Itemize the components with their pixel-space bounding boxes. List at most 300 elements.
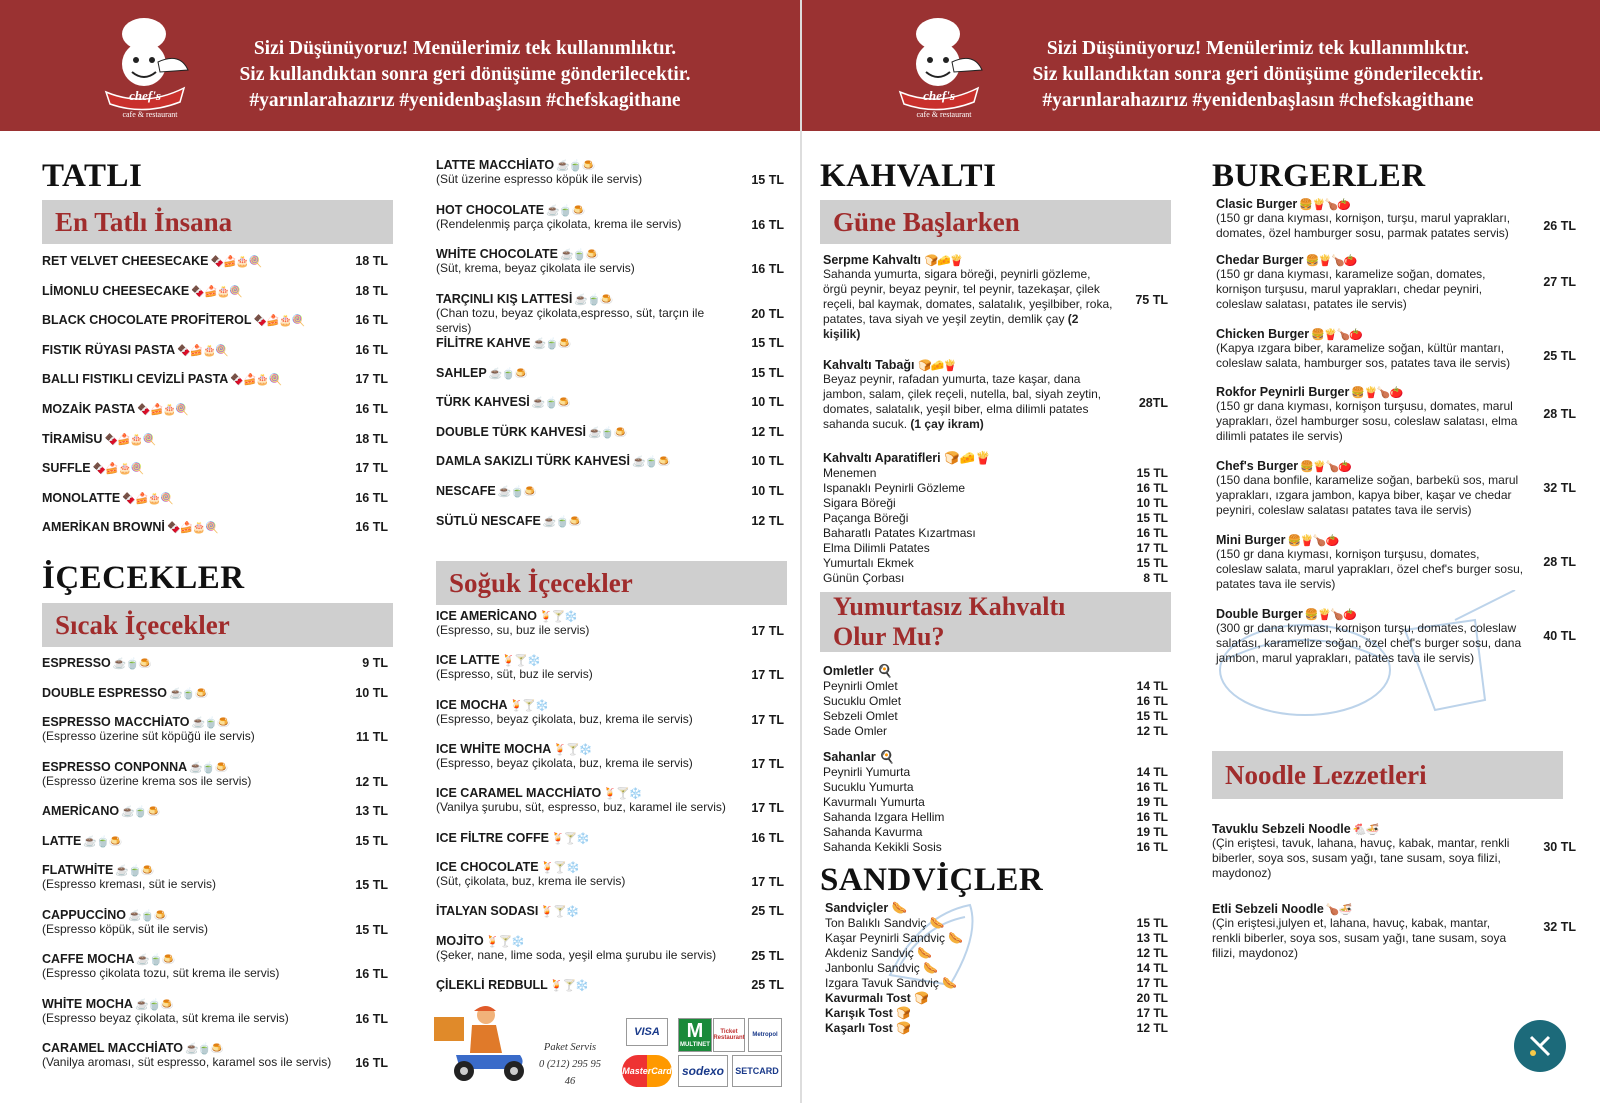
item-name-text: LATTE (42, 833, 82, 848)
item-price: 11 TL (356, 730, 388, 745)
food-icons: 🐔🍜 (1350, 824, 1379, 836)
row-name: Sucuklu Yumurta (823, 780, 914, 794)
slogan-line-2: Siz kullandıktan sonra geri dönüşüme gönderilecektir. (239, 64, 691, 85)
item-price: 15 TL (751, 365, 784, 380)
row-name: Ispanaklı Peynirli Gözleme (823, 481, 966, 495)
row-price: 16 TL (1136, 840, 1168, 854)
slogan (195, 36, 735, 114)
item-name (42, 715, 388, 729)
item-name (42, 491, 388, 505)
menu-item (436, 904, 784, 918)
menu-row (825, 991, 1168, 1006)
row-name: Günün Çorbası (823, 571, 905, 585)
row-price: 16 TL (1136, 694, 1168, 708)
menu-item (1216, 385, 1576, 444)
item-name (436, 366, 784, 380)
menu-item (1216, 197, 1576, 241)
item-name (823, 253, 1168, 267)
item-desc-text: Sahanda yumurta, sigara böreği, peynirli gözleme, örgü peynir, beyaz peynir, tel peynir, tazekaşar, çilek reçeli, bal kaymak, domates, salatalık, yeşilbiber, roka, patates, tava siyah ve yeşil zeytin, demlik çay (823, 267, 1113, 326)
item-price: 16 TL (751, 830, 784, 845)
item-name (436, 786, 784, 800)
menu-item (1216, 253, 1576, 312)
item-name-text: AMERİCANO (42, 804, 120, 819)
item-name-text: SAHLEP (436, 365, 487, 380)
sub-heading-text: Sandviçler (825, 901, 889, 915)
item-name-text: DOUBLE TÜRK KAHVESİ (436, 424, 587, 439)
row-price: 15 TL (1136, 916, 1168, 930)
row-price: 17 TL (1136, 1006, 1168, 1020)
row-name: Sahanda Izgara Hellim (823, 810, 945, 824)
item-name (436, 484, 784, 498)
menu-row (823, 795, 1168, 810)
item-price: 40 TL (1543, 629, 1576, 643)
tatli-list (42, 254, 388, 544)
row-price: 14 TL (1136, 679, 1168, 693)
item-name-text: CAFFE MOCHA (42, 952, 135, 967)
food-icons: ☕🍵🍮 (529, 397, 570, 410)
menu-item (436, 978, 784, 992)
hotdog-icon: 🌭 (891, 901, 908, 915)
item-name-text: Chef's Burger (1216, 459, 1299, 473)
toast-icon: 🍞 (910, 991, 930, 1005)
item-name (436, 292, 784, 306)
row-price: 10 TL (1136, 496, 1168, 510)
menu-item (42, 520, 388, 534)
item-name (436, 653, 784, 667)
item-name-text: ICE LATTE (436, 653, 500, 668)
menu-row (825, 931, 1168, 946)
sub-heading (823, 451, 1168, 466)
tatli-title: TATLI (42, 158, 143, 194)
toast-icon: 🍞 (892, 1021, 912, 1035)
menu-item (436, 292, 784, 336)
item-desc: (Espresso üzerine süt köpüğü ile servis) (42, 729, 255, 744)
row-name: Sigara Böreği (823, 496, 896, 510)
item-name-text: TARÇINLI KIŞ LATTESİ (436, 291, 573, 306)
item-name (42, 760, 388, 774)
item-price: 17 TL (751, 875, 784, 890)
item-name-text: SUFFLE (42, 461, 91, 476)
row-price: 14 TL (1136, 961, 1168, 975)
item-desc: (150 gr dana kıyması, karamelize soğan, domates, kornişon turşusu, marul yaprakları, chedar peyniri, coleslaw salatası, patates ile servis) (1216, 267, 1486, 311)
menu-row (823, 511, 1168, 526)
row-price: 12 TL (1136, 1021, 1168, 1035)
item-name-text: HOT CHOCOLATE (436, 202, 545, 217)
food-icons: 🍫🍰🎂🍭 (208, 256, 262, 268)
item-desc: (Espresso, su, buz ile servis) (436, 623, 590, 637)
sicak-list-2 (436, 158, 784, 553)
menu-row (823, 571, 1168, 586)
item-name (436, 336, 784, 350)
item-price: 15 TL (751, 336, 784, 350)
row-name: Yumurtalı Ekmek (823, 556, 914, 570)
item-price: 16 TL (355, 313, 388, 328)
item-name-text: MOZAİK PASTA (42, 402, 136, 416)
row-price: 14 TL (1136, 765, 1168, 779)
item-price: 15 TL (751, 173, 784, 187)
item-price: 28 TL (1543, 407, 1576, 421)
item-desc: (Çin eriştesi,julyen et, lahana, havuç, kabak, mantar, renkli biberler, soya sos, susam yağı, tane susam, soya filizi, maydonoz) (1212, 916, 1507, 960)
item-name (436, 203, 784, 217)
item-desc: (Süt üzerine espresso köpük ile servis) (436, 172, 643, 186)
item-price: 18 TL (355, 283, 388, 298)
row-name: Paçanga Böreği (823, 511, 909, 525)
menu-item (42, 343, 388, 357)
item-price: 17 TL (751, 801, 784, 816)
menu-row (823, 481, 1168, 496)
row-price: 15 TL (1136, 556, 1168, 570)
food-icons: ☕🍵🍮 (119, 806, 160, 819)
menu-item (42, 952, 388, 981)
food-icons: ☕🍵🍮 (629, 456, 671, 469)
sicak-list (42, 656, 388, 1086)
sicak-subtitle: Sıcak İçecekler (42, 603, 393, 647)
item-desc: (150 gr dana kıyması, kornişon turşusu, domates, marul yaprakları, özel hamburger sosu, coleslaw salatası, elma dilimli patates ile servis) (1216, 399, 1518, 443)
row-name: Izgara Tavuk Sandviç (825, 976, 939, 990)
item-name (42, 863, 388, 877)
item-price: 25 TL (751, 949, 784, 963)
row-name: Sahanda Kavurma (823, 825, 923, 839)
item-name-text: Rokfor Peynirli Burger (1216, 385, 1350, 399)
item-name-text: ICE AMERİCANO (436, 609, 537, 623)
icecekler-title: İÇECEKLER (42, 560, 245, 596)
item-price: 16 TL (355, 967, 388, 982)
item-price: 28 TL (1543, 555, 1576, 569)
food-icons: ☕🍵🍮 (134, 954, 175, 967)
menu-item (1212, 822, 1576, 881)
item-name (1212, 822, 1576, 836)
header-banner-right (802, 0, 1600, 131)
item-name-text: ICE CARAMEL MACCHİATO (436, 786, 602, 801)
item-name-text: FISTIK RÜYASI PASTA (42, 342, 176, 357)
item-name-text: Double Burger (1216, 607, 1303, 621)
item-desc: (300 gr dana kıyması, kornişon turşu, domates, coleslaw salatası, karamelize soğan, özel chef's burger sosu, dana jambon, marul yaprakları, patates tava ile servis) (1216, 621, 1522, 665)
menu-item (436, 366, 784, 380)
menu-item (436, 484, 784, 498)
item-desc: (Chan tozu, beyaz çikolata,espresso, süt, tarçın ile servis) (436, 305, 705, 335)
row-price: 13 TL (1136, 931, 1168, 945)
item-price: 17 TL (751, 668, 784, 683)
menu-row (823, 765, 1168, 780)
item-name (1212, 902, 1576, 916)
item-price: 32 TL (1543, 481, 1576, 495)
item-name (436, 247, 784, 261)
item-name-text: LATTE MACCHİATO (436, 158, 555, 172)
item-price: 16 TL (751, 262, 784, 276)
menu-item (42, 313, 388, 327)
slogan-line-1: Sizi Düşünüyoruz! Menülerimiz tek kullanımlıktır. (253, 38, 677, 59)
food-icons: 🍹🍸❄️ (538, 862, 579, 875)
row-name: Sucuklu Omlet (823, 694, 902, 708)
menu-row (823, 466, 1168, 481)
soguk-list (436, 609, 784, 1004)
item-name (42, 402, 388, 416)
row-name: Peynirli Yumurta (823, 765, 911, 779)
item-name-text: AMERİKAN BROWNİ (42, 520, 165, 535)
row-name: Janbonlu Sandviç (825, 961, 920, 975)
item-name-text: NESCAFE (436, 484, 496, 498)
food-icons: ☕🍵🍮 (557, 249, 599, 261)
menu-item (823, 358, 1168, 432)
noodle-list (1212, 822, 1576, 982)
row-name: Elma Dilimli Patates (823, 541, 930, 555)
delivery-label: Paket Servis (543, 1042, 597, 1053)
food-icons: 🍫🍰🎂🍭 (251, 315, 305, 328)
item-name (1216, 459, 1576, 473)
food-icons: 🍫🍰🎂🍭 (228, 374, 282, 387)
item-price: 16 TL (355, 520, 388, 535)
item-name (823, 358, 1168, 372)
item-name (1216, 253, 1576, 267)
food-icons: 🍔🍟🍗🍅 (1298, 461, 1351, 473)
hotdog-icon: 🌭 (938, 976, 958, 990)
item-name (42, 952, 388, 966)
food-icons: 🍹🍸❄️ (538, 906, 579, 919)
menu-row (823, 810, 1168, 825)
row-price: 8 TL (1143, 571, 1168, 585)
food-icons: 🍔🍟🍗🍅 (1349, 387, 1403, 399)
item-name-text: LİMONLU CHEESECAKE (42, 283, 190, 298)
sub-heading-text: Sahanlar (823, 750, 876, 764)
menu-item (42, 491, 388, 505)
item-desc: (Espresso köpük, süt ile servis) (42, 921, 209, 936)
menu-row (823, 679, 1168, 694)
menu-item (42, 284, 388, 298)
item-name-text: ICE FİLTRE COFFE (436, 830, 549, 845)
menu-item (436, 158, 784, 187)
item-name (436, 978, 784, 992)
row-name: Akdeniz Sandviç (825, 946, 914, 960)
food-icons: ☕🍵🍮 (486, 367, 527, 380)
menu-row (825, 961, 1168, 976)
item-name (42, 656, 388, 670)
menu-row (823, 541, 1168, 556)
item-price: 16 TL (355, 1011, 388, 1026)
item-name (42, 908, 388, 922)
item-name (42, 372, 388, 386)
food-icons: ☕🍵🍮 (495, 486, 536, 498)
item-name-text: BALLI FISTIKLI CEVİZLİ PASTA (42, 372, 229, 387)
item-desc: (Şeker, nane, lime soda, yeşil elma şurubu ile servis) (436, 948, 717, 962)
item-name (436, 395, 784, 409)
row-name: Baharatlı Patates Kızartması (823, 526, 976, 540)
food-icons: ☕🍵🍮 (167, 687, 208, 700)
brand-badge-icon (1514, 1020, 1566, 1072)
item-desc: (Vanilya şurubu, süt, espresso, buz, karamel ile servis) (436, 800, 726, 815)
delivery-info (535, 1039, 605, 1090)
item-price: 16 TL (355, 342, 388, 357)
item-name (1216, 533, 1576, 547)
item-name (42, 997, 388, 1011)
food-icons: 🍫🍰🎂🍭 (102, 433, 156, 446)
food-icons: ☕🍵🍮 (81, 835, 122, 848)
item-desc: (Espresso kreması, süt ie servis) (42, 877, 217, 892)
food-icons: 🍹🍸❄️ (483, 936, 524, 948)
ticket-restaurant-logo: Ticket Restaurant (713, 1018, 745, 1052)
item-name-text: ICE MOCHA (436, 697, 508, 712)
frying-pan-icon: 🍳 (877, 664, 893, 678)
hotdog-icon: 🌭 (945, 931, 964, 945)
setcard-logo: SETCARD (732, 1055, 782, 1087)
yumurtasiz-line-2: Olur Mu? (833, 622, 945, 651)
item-name (436, 904, 784, 918)
food-icons: 🍫🍰🎂🍭 (120, 492, 174, 505)
item-desc: (Kapya ızgara biber, karamelize soğan, kültür mantarı, coleslaw salata, hamburger sos, patates tava ile servis) (1216, 341, 1511, 370)
food-icons: 🍫🍰🎂🍭 (175, 344, 228, 357)
menu-row (823, 526, 1168, 541)
item-name-text: ESPRESSO MACCHİATO (42, 715, 190, 730)
item-price: 15 TL (355, 922, 388, 937)
item-name (436, 609, 784, 623)
food-icons: 🍔🍟🍗🍅 (1285, 535, 1339, 547)
multinet-logo: M MULTINET (678, 1018, 712, 1052)
item-name-text: CARAMEL MACCHİATO (42, 1041, 183, 1056)
menu-row (823, 724, 1168, 739)
menu-item (436, 742, 784, 771)
food-icons: 🍔🍟🍗🍅 (1302, 609, 1356, 621)
item-name (42, 432, 388, 446)
food-icons: ☕🍵🍮 (540, 515, 582, 528)
food-icons: 🍗🍜 (1323, 904, 1352, 916)
item-price: 16 TL (355, 490, 388, 505)
item-desc: (Çin eriştesi, tavuk, lahana, havuç, kabak, mantar, renkli biberler, soya sos, susam yağı, tane susam, soya filizi, maydonoz) (1212, 836, 1510, 880)
item-price: 75 TL (1135, 293, 1168, 307)
row-price: 12 TL (1136, 946, 1168, 960)
food-icons: ☕🍵🍮 (544, 204, 585, 217)
food-icons: ☕🍵🍮 (126, 909, 167, 922)
item-name-text: SÜTLÜ NESCAFE (436, 513, 541, 528)
item-name-text: Serpme Kahvaltı (823, 253, 921, 267)
multinet-label: MULTINET (680, 1042, 710, 1048)
row-price: 12 TL (1136, 724, 1168, 738)
row-name: Sahanda Kekikli Sosis (823, 840, 942, 854)
tatli-subtitle: En Tatlı İnsana (42, 200, 393, 244)
logo-caption: cafe & restaurant (916, 110, 972, 119)
menu-item (42, 461, 388, 475)
item-name (1216, 385, 1576, 399)
menu-item (436, 247, 784, 276)
item-name (42, 1041, 388, 1055)
menu-item (42, 834, 388, 848)
menu-row (823, 709, 1168, 724)
menu-item (42, 254, 388, 268)
serpme-kahvalti (823, 253, 1168, 345)
item-price: 32 TL (1543, 920, 1576, 934)
item-name (436, 860, 784, 874)
item-name-text: FİLİTRE KAHVE (436, 336, 531, 350)
row-price: 16 TL (1136, 481, 1168, 495)
item-name-text: ICE CHOCOLATE (436, 860, 539, 875)
menu-row (825, 1021, 1168, 1036)
menu-row (825, 946, 1168, 961)
item-price: 30 TL (1543, 840, 1576, 854)
item-desc (823, 267, 1113, 342)
food-icons: ☕🍵🍮 (572, 293, 613, 306)
menu-item (42, 656, 388, 670)
menu-item (436, 514, 784, 528)
item-name (42, 313, 388, 327)
food-icons: 🍞🧀🍟 (917, 360, 957, 372)
sub-heading-text: Kahvaltı Aparatifleri (823, 451, 941, 465)
menu-item (42, 997, 388, 1026)
item-price: 17 TL (355, 372, 388, 387)
item-name-text: ÇİLEKLİ REDBULL (436, 978, 548, 993)
row-name: Peynirli Omlet (823, 679, 898, 693)
item-name (1216, 197, 1576, 211)
item-name (42, 343, 388, 357)
item-price: 10 TL (355, 685, 388, 700)
menu-item (42, 908, 388, 937)
item-name-text: Etli Sebzeli Noodle (1212, 902, 1324, 916)
item-name-text: TÜRK KAHVESİ (436, 395, 530, 410)
food-icons: 🍔🍟🍗🍅 (1309, 329, 1362, 341)
menu-row (825, 1006, 1168, 1021)
item-desc: (Süt, krema, beyaz çikolata ile servis) (436, 261, 635, 275)
food-icons: 🍞🧀🍟 (944, 451, 991, 465)
item-name (436, 454, 784, 468)
item-price: 10 TL (751, 484, 784, 498)
menu-item (823, 253, 1168, 342)
menu-item (42, 760, 388, 789)
menu-item (436, 336, 784, 350)
menu-item (1216, 327, 1576, 371)
food-icons: 🍹🍸❄️ (601, 788, 642, 801)
menu-item (436, 609, 784, 638)
row-price: 19 TL (1136, 795, 1168, 809)
item-name-text: ESPRESSO CONPONNA (42, 759, 188, 774)
chef-logo (98, 12, 198, 124)
item-name-text: DOUBLE ESPRESSO (42, 685, 168, 700)
row-name: Menemen (823, 466, 877, 480)
menu-row (825, 916, 1168, 931)
toast-icon: 🍞 (892, 1006, 912, 1020)
item-name-text: MOJİTO (436, 934, 484, 948)
item-price: 16 TL (355, 1056, 388, 1071)
row-name: Ton Balıklı Sandviç (825, 916, 927, 930)
sandvic-list (825, 901, 1168, 1036)
item-price: 16 TL (751, 217, 784, 232)
menu-item (436, 698, 784, 727)
item-desc: (150 gr dana kıyması, kornişon, turşu, marul yaprakları, domates, özel hamburger sosu, parmak patates servis) (1216, 211, 1511, 240)
item-name-text: Chedar Burger (1216, 253, 1304, 267)
food-icons: 🍫🍰🎂🍭 (164, 522, 218, 535)
menu-row (823, 556, 1168, 571)
sub-heading (823, 664, 1168, 679)
item-desc: (Espresso çikolata tozu, süt krema ile servis) (42, 966, 280, 981)
sahan-list (823, 750, 1168, 855)
item-name-text: Clasic Burger (1216, 197, 1298, 211)
item-price: 26 TL (1543, 219, 1576, 233)
item-price: 20 TL (751, 306, 784, 321)
row-price: 20 TL (1136, 991, 1168, 1005)
frying-pan-icon: 🍳 (879, 750, 895, 764)
kahvalti-title: KAHVALTI (820, 158, 997, 194)
item-name-text: DAMLA SAKIZLI TÜRK KAHVESİ (436, 454, 630, 469)
food-icons: 🍹🍸❄️ (547, 980, 588, 993)
row-price: 15 TL (1136, 466, 1168, 480)
item-price: 10 TL (751, 395, 784, 410)
food-icons: 🍔🍟🍗🍅 (1297, 199, 1351, 211)
menu-item (42, 715, 388, 744)
item-name (436, 698, 784, 712)
item-name-text: RET VELVET CHEESECAKE (42, 254, 209, 268)
noodle-subtitle: Noodle Lezzetleri (1212, 751, 1563, 799)
food-icons: ☕🍵🍮 (586, 426, 627, 439)
item-name-text: CAPPUCCİNO (42, 907, 127, 922)
item-price: 18 TL (355, 431, 388, 446)
item-desc: (Espresso, beyaz çikolata, buz, krema ile servis) (436, 711, 693, 726)
item-name-text: Mini Burger (1216, 533, 1286, 547)
